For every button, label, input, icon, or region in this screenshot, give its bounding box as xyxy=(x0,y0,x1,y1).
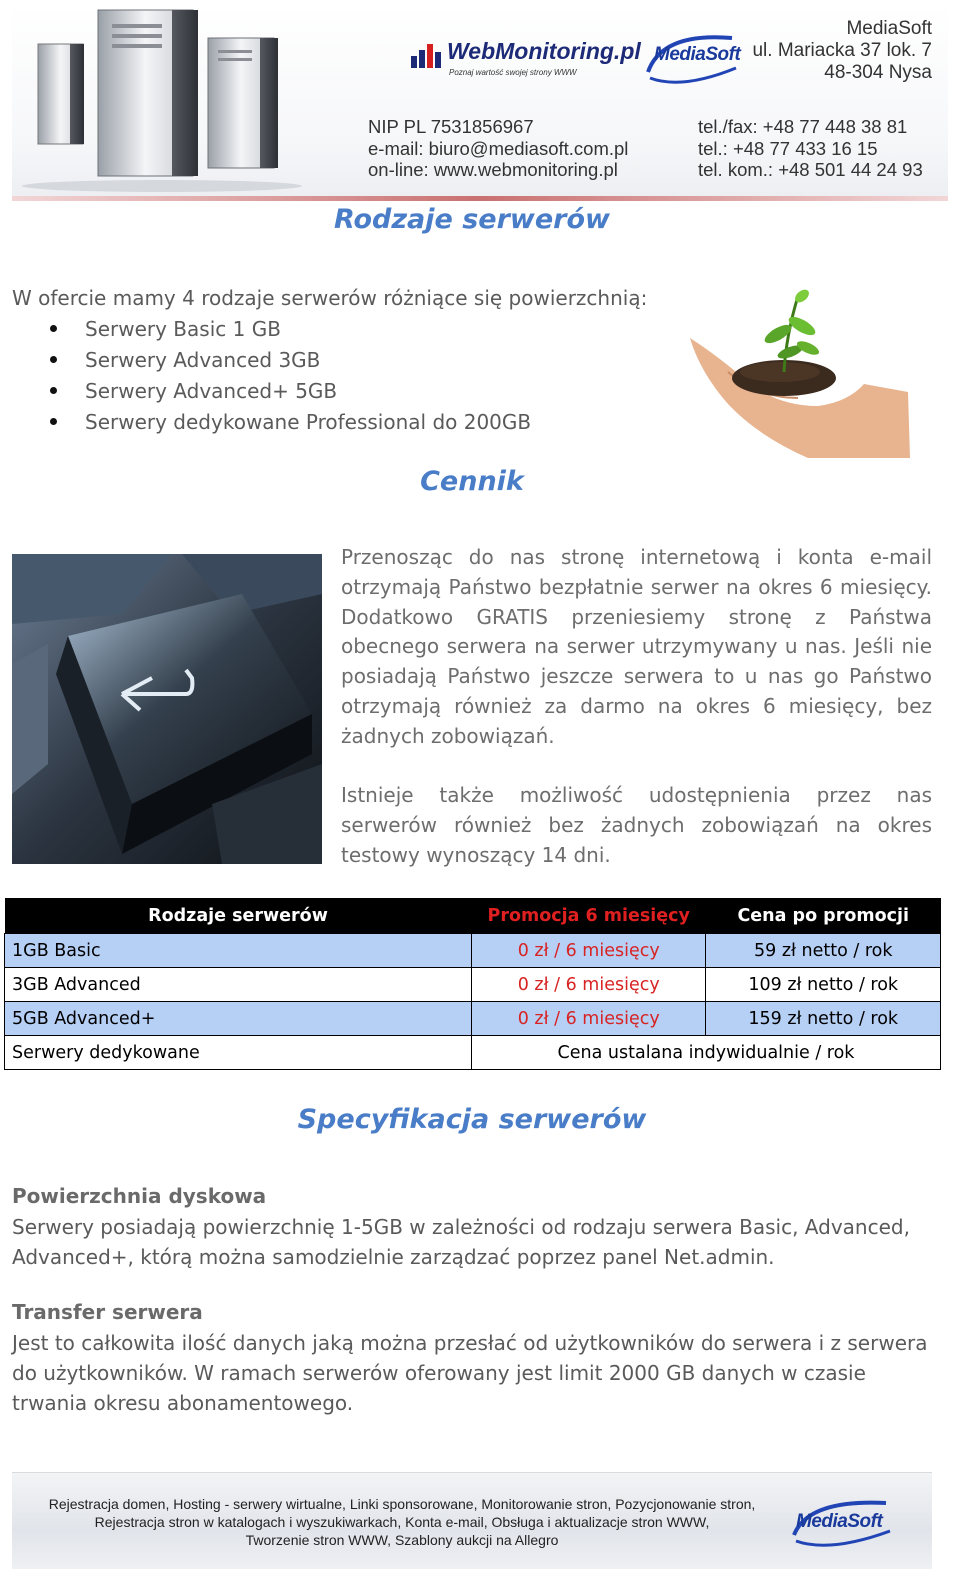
company-address xyxy=(752,18,932,84)
street-address: ul. Mariacka 37 lok. 7 xyxy=(752,40,932,61)
plant-in-hand-image xyxy=(688,286,910,458)
bar-chart-icon xyxy=(409,40,449,70)
server-types-heading: Rodzaje serwerów xyxy=(334,204,610,235)
footer-services xyxy=(12,1495,792,1549)
pricing-paragraph-2: Istnieje także możliwość udostępnienia przez nas serwerów również bez żadnych zobowiązań na okres testowy wynoszący 14 dni. xyxy=(341,783,932,867)
footer-line: Rejestracja domen, Hosting - serwery wirtualne, Linki sponsorowane, Monitorowanie stron, Pozycjonowanie stron, xyxy=(48,1496,756,1512)
webmonitoring-tagline: Poznaj wartość swojej strony WWW xyxy=(449,68,577,77)
transfer-heading: Transfer serwera xyxy=(12,1300,203,1324)
promotion-cell: 0 zł / 6 miesięcy xyxy=(471,1002,706,1036)
fax-number: tel./fax: +48 77 448 38 81 xyxy=(698,116,908,137)
table-row xyxy=(5,934,941,968)
promotion-cell: 0 zł / 6 miesięcy xyxy=(471,934,706,968)
column-header-price: Cena po promocji xyxy=(706,898,941,934)
table-row xyxy=(5,1036,941,1070)
keyboard-enter-key-image xyxy=(12,554,322,864)
pricing-paragraph-1: Przenosząc do nas stronę internetową i konta e-mail otrzymają Państwo bezpłatnie serwer na okres 6 miesięcy. Dodatkowo GRATIS przeniesiemy stronę z Państwa obecnego serwera na serwer utrzymywany u nas. Jeśli nie posiadają Państwo jeszcze serwera to u nas go Państwo otrzymają również za darmo na okres 6 miesięcy, bez żadnych zobowiązań. xyxy=(341,545,932,748)
server-type-cell: 1GB Basic xyxy=(5,934,472,968)
disk-space-heading: Powierzchnia dyskowa xyxy=(12,1184,267,1208)
webmonitoring-logo xyxy=(407,32,642,82)
specifications-heading: Specyfikacja serwerów xyxy=(297,1104,647,1135)
price-cell: 59 zł netto / rok xyxy=(706,934,941,968)
phone-number: tel.: +48 77 433 16 15 xyxy=(698,137,878,159)
mobile-number: tel. kom.: +48 501 44 24 93 xyxy=(698,159,923,180)
nip-number: NIP PL 7531856967 xyxy=(368,116,534,137)
price-table xyxy=(4,898,941,1070)
footer-logo-text: MediaSoft xyxy=(796,1511,883,1532)
contact-details-right xyxy=(698,116,923,181)
table-header-row xyxy=(5,898,941,934)
list-item: Serwery Advanced+ 5GB xyxy=(44,376,531,407)
custom-price-cell: Cena ustalana indywidualnie / rok xyxy=(471,1036,940,1070)
server-type-cell: 3GB Advanced xyxy=(5,968,472,1002)
list-item: Serwery Basic 1 GB xyxy=(44,314,531,345)
table-row xyxy=(5,968,941,1002)
column-header-promotion: Promocja 6 miesięcy xyxy=(471,898,706,934)
server-type-cell: 5GB Advanced+ xyxy=(5,1002,472,1036)
disk-space-text: Serwery posiadają powierzchnię 1-5GB w zależności od rodzaju serwera Basic, Advanced, Advanced+, którą można samodzielnie zarządzać poprzez panel Net.admin. xyxy=(12,1215,910,1269)
contact-details-left xyxy=(368,116,628,181)
price-cell: 109 zł netto / rok xyxy=(706,968,941,1002)
website-address[interactable]: on-line: www.webmonitoring.pl xyxy=(368,159,618,180)
footer-mediasoft-logo xyxy=(790,1495,900,1555)
column-header-server-type: Rodzaje serwerów xyxy=(5,898,472,934)
footer-line: Rejestracja stron w katalogach i wyszukiwarkach, Konta e-mail, Obsługa i aktualizacje stron WWW, xyxy=(94,1514,710,1530)
city-address: 48-304 Nysa xyxy=(824,62,932,83)
server-type-cell: Serwery dedykowane xyxy=(5,1036,472,1070)
promotion-cell: 0 zł / 6 miesięcy xyxy=(471,968,706,1002)
email-address[interactable]: e-mail: biuro@mediasoft.com.pl xyxy=(368,137,629,159)
mediasoft-logo-text: MediaSoft xyxy=(654,44,741,65)
letterhead-banner xyxy=(12,4,948,200)
list-item: Serwery dedykowane Professional do 200GB xyxy=(44,407,531,438)
mediasoft-logo xyxy=(642,28,742,92)
transfer-text: Jest to całkowita ilość danych jaką można przesłać od użytkowników do serwera i z serwera do użytkowników. W ramach serwerów oferowany jest limit 2000 GB danych w czasie trwania okresu abonamentowego. xyxy=(12,1331,928,1415)
header-divider xyxy=(12,196,948,201)
company-name: MediaSoft xyxy=(846,18,932,39)
server-types-list xyxy=(44,314,531,438)
webmonitoring-name: WebMonitoring.pl xyxy=(447,38,641,64)
footer-banner xyxy=(12,1472,932,1569)
server-types-intro: W ofercie mamy 4 rodzaje serwerów różniące się powierzchnią: xyxy=(12,286,648,310)
pricing-heading: Cennik xyxy=(420,466,524,497)
price-cell: 159 zł netto / rok xyxy=(706,1002,941,1036)
footer-line: Tworzenie stron WWW, Szablony aukcji na Allegro xyxy=(245,1532,559,1548)
table-row xyxy=(5,1002,941,1036)
server-towers-image xyxy=(12,4,312,196)
list-item: Serwery Advanced 3GB xyxy=(44,345,531,376)
